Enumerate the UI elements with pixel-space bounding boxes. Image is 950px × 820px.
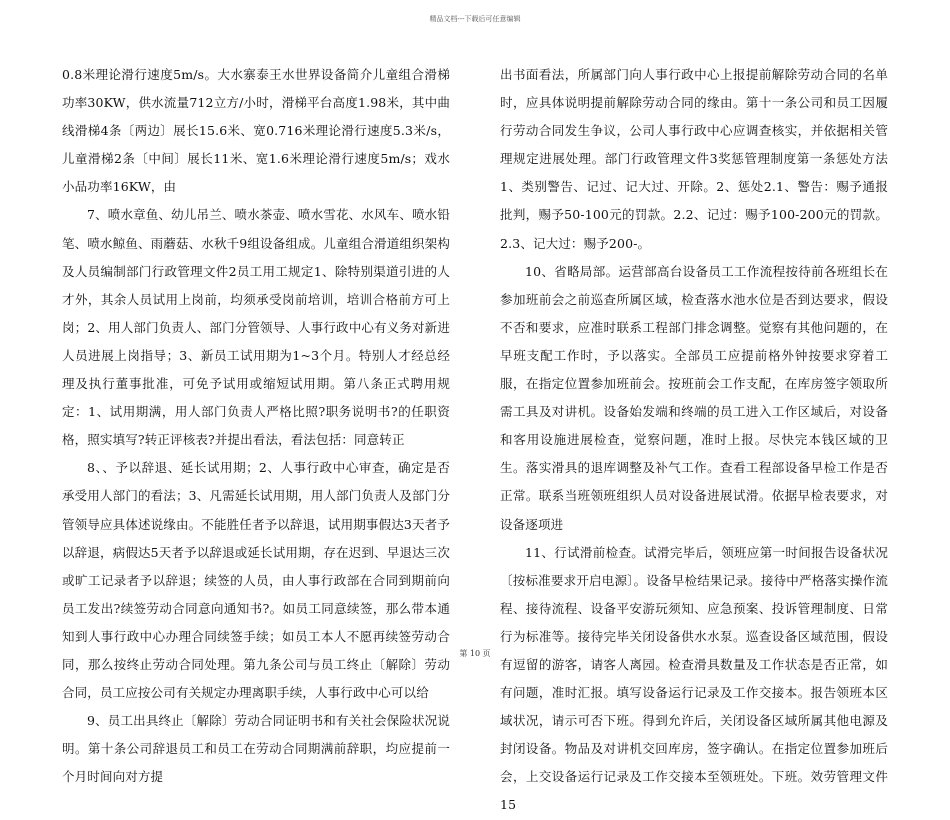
paragraph: 10、省略局部。运营部高台设备员工工作流程按待前各班组长在参加班前会之前巡查所属区域，检查落水池水位是否到达要求，假设不否和要求，应准时联系工程部门排念调整。觉察有其他问题的，在早班支配工作时，予以落实。全部员工应提前格外钟按要求穿着工服，在指定位置参加班前会。按班前会工作支配，在库房签字领取所需工具及对讲机。设备始发端和终端的员工进入工作区域后，对设备和客用设施进展检查，觉察问题，准时上报。尽快完本钱区域的卫生。落实滑具的退库调整及补气工作。查看工程部设备早检工作是否正常。联系当班领班组织人员对设备进展试滑。依据早检表要求，对设备逐项进 <box>500 263 888 532</box>
page-header: 精品文档---下载后可任意编辑 <box>429 15 521 23</box>
right-column <box>500 61 888 820</box>
page-number: 第 10 页 <box>459 649 491 658</box>
left-column <box>62 61 450 791</box>
paragraph: 9、员工出具终止〔解除〕劳动合同证明书和有关社会保险状况说明。第十条公司辞退员工和员工在劳动合同期满前辞职，均应提前一个月时间向对方提 <box>62 713 450 785</box>
paragraph: 出书面看法，所属部门向人事行政中心上报提前解除劳动合同的名单时，应具体说明提前解除劳动合同的缘由。第十一条公司和员工因履行劳动合同发生争议，公司人事行政中心应调查核实，并依据相关管理规定进展处理。部门行政管理文件3奖惩管理制度第一条惩处方法1、类别警告、记过、记大过、开除。2、惩处2.1、警告：赐予通报批判，赐予50-100元的罚款。2.2、记过：赐予100-200元的罚款。2.3、记大过：赐予200-。 <box>500 67 888 251</box>
paragraph: 8、、予以辞退、延长试用期；2、人事行政中心审查，确定是否承受用人部门的看法；3、凡需延长试用期，用人部门负责人及部门分管领导应具体述说缘由。不能胜任者予以辞退，试用期事假达3天者予以辞退，病假达5天者予以辞退或延长试用期，存在迟到、早退达三次或旷工记录者予以辞退；续签的人员，由人事行政部在合同到期前向员工发出?续签劳动合同意向通知书?。如员工同意续签，那么带本通知到人事行政中心办理合同续签手续；如员工本人不愿再续签劳动合同，那么按终止劳动合同处理。第九条公司与员工终止〔解除〕劳动合同，员工应按公司有关规定办理离职手续，人事行政中心可以给 <box>62 460 450 701</box>
paragraph: 0.8米理论滑行速度5m/s。大水寨泰王水世界设备简介儿童组合滑梯功率30KW，供水流量712立方/小时，滑梯平台高度1.98米，其中曲线滑梯4条〔两边〕展长15.6米、宽0.716米理论滑行速度5.3米/s，儿童滑梯2条〔中间〕展长11米、宽1.6米理论滑行速度5m/s；戏水小品功率16KW，由 <box>62 67 450 195</box>
paragraph: 11、行试滑前检查。试滑完毕后，领班应第一时间报告设备状况〔按标准要求开启电源〕。设备早检结果记录。接待中严格落实操作流程、接待流程、设备平安游玩须知、应急预案、投诉管理制度、日常行为标准等。接待完毕关闭设备供水水泵。巡查设备区域范围，假设有逗留的游客，请客人离园。检查滑具数量及工作状态是否正常，如有问题，准时汇报。填写设备运行记录及工作交接本。报告领班本区域状况，请示可否下班。得到允许后，关闭设备区域所属其他电源及封闭设备。物品及对讲机交回库房，签字确认。在指定位置参加班后会，上交设备运行记录及工作交接本至领班处。下班。效劳管理文件15 <box>500 544 888 813</box>
paragraph: 7、喷水章鱼、幼儿吊兰、喷水茶壶、喷水雪花、水风车、喷水铅笔、喷水鲸鱼、雨蘑菇、水秋千9组设备组成。儿童组合滑道组织架构及人员编制部门行政管理文件2员工用工规定1、除特别渠道引进的人才外，其余人员试用上岗前，均须承受岗前培训，培训合格前方可上岗；2、用人部门负责人、部门分管领导、人事行政中心有义务对新进人员进展上岗指导；3、新员工试用期为1~3个月。特别人才经总经理及执行董事批准，可免予试用或缩短试用期。第八条正式聘用规定：1、试用期满，用人部门负责人严格比照?职务说明书?的任职资格，照实填写?转正评核表?并提出看法，看法包括：同意转正 <box>62 207 450 448</box>
